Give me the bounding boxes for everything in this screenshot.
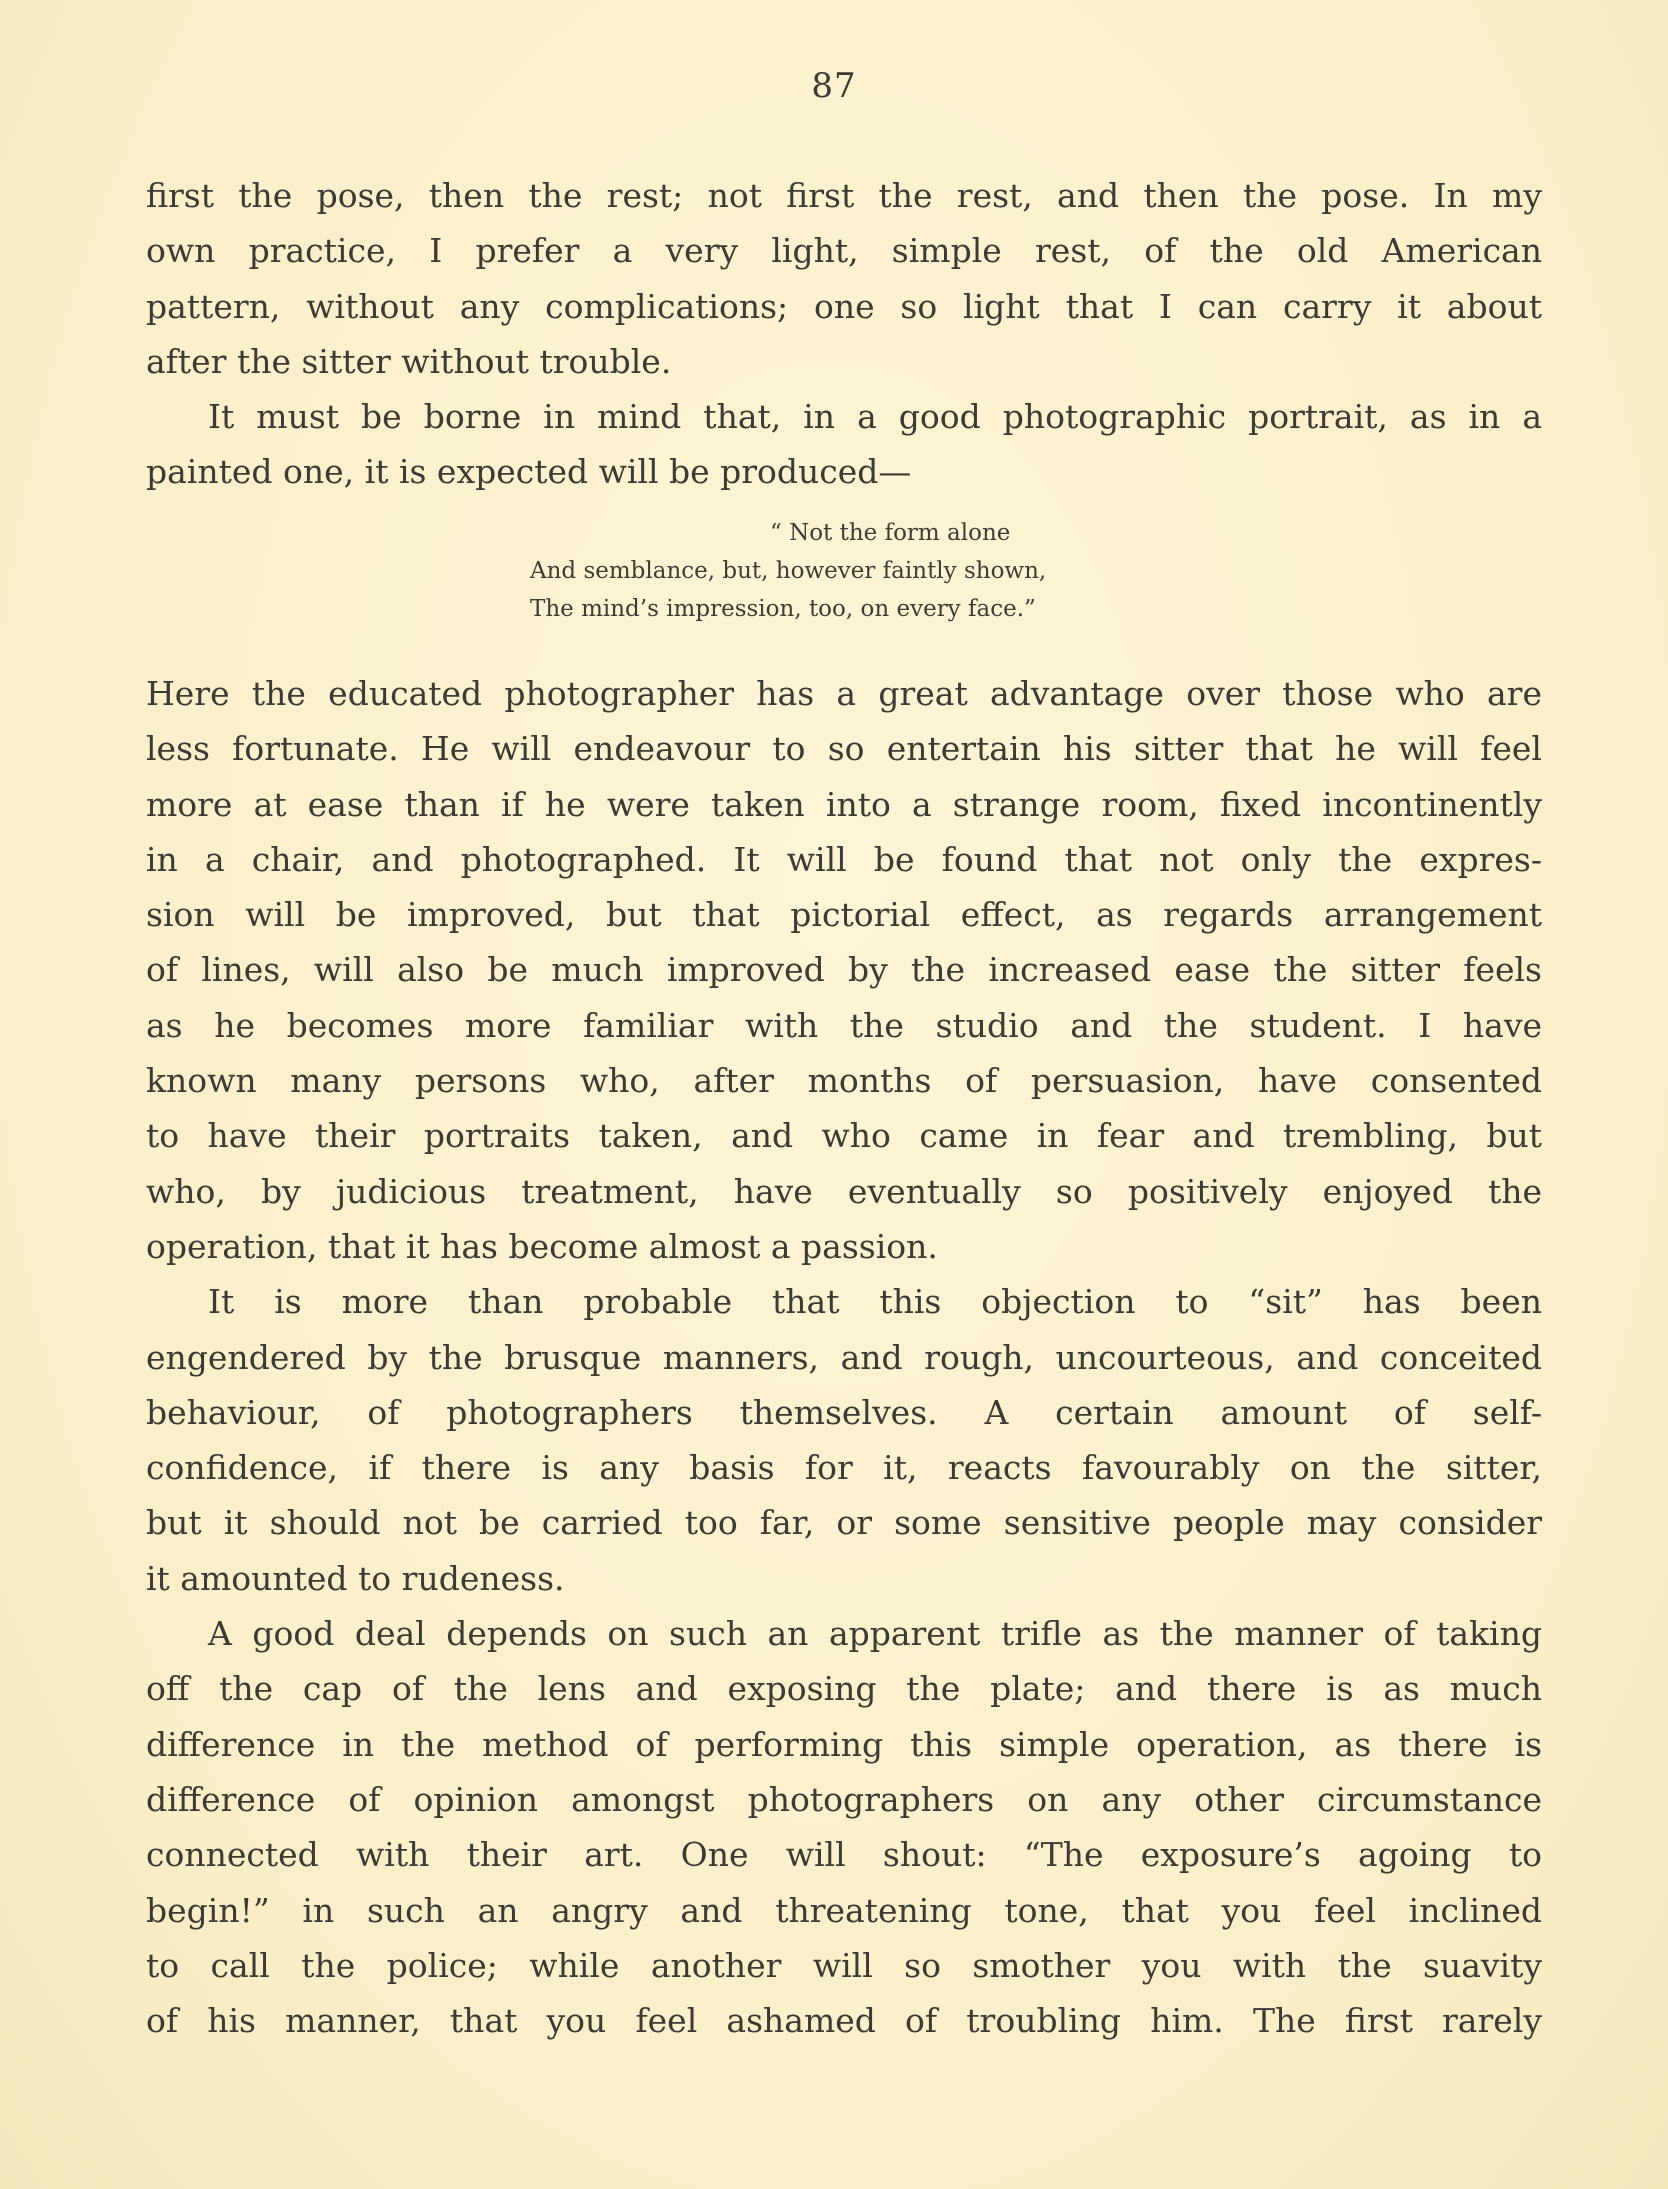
text-line: confidence, if there is any basis for it, reacts favourably on the sitter,: [146, 1448, 1542, 1488]
text-line: in a chair, and photographed. It will be found that not only the expres-: [146, 839, 1542, 879]
text-line: less fortunate. He will endeavour to so entertain his sitter that he will feel: [146, 729, 1542, 769]
text-line: of his manner, that you feel ashamed of troubling him. The first rarely: [146, 2001, 1542, 2041]
paragraph-1: [146, 168, 1542, 389]
paragraph-3: [146, 666, 1542, 1274]
text-line: sion will be improved, but that pictorial effect, as regards arrangement: [146, 895, 1542, 935]
text-line: as he becomes more familiar with the studio and the student. I have: [146, 1005, 1542, 1045]
text-block-main: [146, 666, 1542, 2048]
text-line: but it should not be carried too far, or some sensitive people may consider: [146, 1503, 1542, 1543]
text-line: painted one, it is expected will be produced—: [146, 452, 912, 492]
verse-quotation: [530, 514, 1150, 628]
text-line: own practice, I prefer a very light, simple rest, of the old American: [146, 231, 1542, 271]
text-line: of lines, will also be much improved by the increased ease the sitter feels: [146, 950, 1542, 990]
text-line: A good deal depends on such an apparent trifle as the manner of taking: [208, 1614, 1542, 1654]
text-line: known many persons who, after months of persuasion, have consented: [146, 1061, 1542, 1101]
text-line: Here the educated photographer has a great advantage over those who are: [146, 674, 1542, 713]
quote-line: The mind’s impression, too, on every face.”: [530, 596, 1036, 622]
text-line: behaviour, of photographers themselves. A certain amount of self-: [146, 1392, 1542, 1432]
page-number: 87: [811, 66, 857, 106]
text-line: operation, that it has become almost a passion.: [146, 1226, 938, 1266]
text-line: to call the police; while another will so smother you with the suavity: [146, 1945, 1542, 1985]
text-line: after the sitter without trouble.: [146, 341, 672, 381]
paragraph-4: [146, 1274, 1542, 1606]
text-line: It must be borne in mind that, in a good photographic portrait, as in a: [208, 397, 1542, 437]
text-line: pattern, without any complications; one so light that I can carry it about: [146, 286, 1542, 326]
text-block-top: [146, 168, 1542, 500]
text-line: connected with their art. One will shout: “The exposure’s agoing to: [146, 1835, 1542, 1875]
quote-line: “ Not the form alone: [770, 520, 1011, 546]
text-line: begin!” in such an angry and threatening tone, that you feel inclined: [146, 1890, 1542, 1930]
text-line: who, by judicious treatment, have eventually so positively enjoyed the: [146, 1171, 1542, 1211]
text-line: it amounted to rudeness.: [146, 1558, 565, 1598]
text-line: first the pose, then the rest; not first the rest, and then the pose. In my: [146, 176, 1542, 215]
text-line: more at ease than if he were taken into a strange room, fixed incontinently: [146, 784, 1542, 824]
text-line: to have their portraits taken, and who came in fear and trembling, but: [146, 1116, 1542, 1156]
text-line: difference of opinion amongst photographers on any other circumstance: [146, 1779, 1542, 1819]
paragraph-5: [146, 1606, 1542, 2048]
text-line: off the cap of the lens and exposing the plate; and there is as much: [146, 1669, 1542, 1709]
text-line: engendered by the brusque manners, and rough, uncourteous, and conceited: [146, 1337, 1542, 1377]
text-line: difference in the method of performing this simple operation, as there is: [146, 1724, 1542, 1764]
paragraph-2: [146, 389, 1542, 500]
quote-line: And semblance, but, however faintly shown,: [530, 558, 1047, 584]
text-line: It is more than probable that this objection to “sit” has been: [208, 1282, 1542, 1322]
